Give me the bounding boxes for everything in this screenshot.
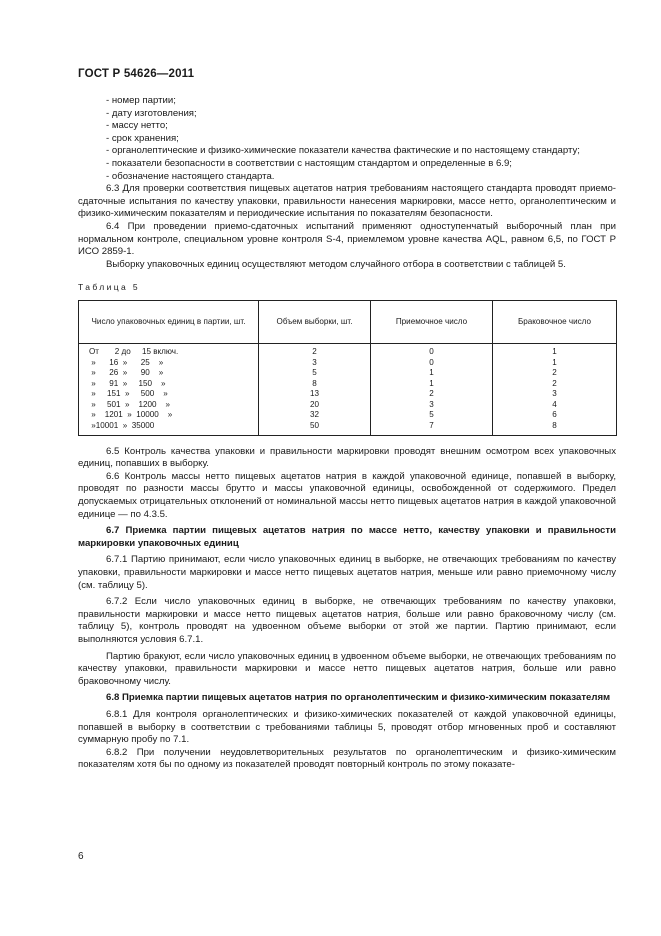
paragraph-6-7-1: 6.7.1 Партию принимают, если число упаковочных единиц в выборке, не отвечающих требованиям по качеству упаковки, правильности маркировки и массе нетто пищевых ацетатов натрия, меньше или равно приемочному числу (см. таблицу 5). (78, 554, 616, 591)
acceptance-number-value: 0 (429, 357, 434, 367)
column-header-sample-size: Объем выборки, шт. (259, 300, 371, 343)
paragraph-6-4: 6.4 При проведении приемо-сдаточных испытаний применяют одноступенчатый выборочный план при нормальном контроле, специальном уровне контроля S-4, приемлемом уровне качества AQL, равном 6,5, по ГОСТ Р ИСО 2859-1. (78, 220, 616, 258)
list-item: - дату изготовления; (106, 107, 197, 119)
acceptance-number-value: 3 (429, 399, 434, 409)
rejection-number-value: 6 (552, 410, 557, 420)
table-caption: Таблица 5 (78, 282, 141, 293)
rejection-number-value: 2 (552, 368, 557, 378)
rejection-number-value: 8 (552, 421, 557, 431)
sample-size-value: 3 (312, 357, 317, 367)
lot-size-value: От 2 до 15 включ. (89, 346, 179, 356)
sample-size-value: 50 (309, 421, 319, 431)
lot-size-value: » 1201 » 10000 » (89, 410, 173, 420)
acceptance-number-value: 2 (429, 389, 434, 399)
section-heading-6-7: 6.7 Приемка партии пищевых ацетатов натрия по массе нетто, качеству упаковки и правильности маркировки упаковочных единиц (78, 525, 616, 549)
sample-size-value: 5 (312, 368, 317, 378)
sample-size-value: 8 (312, 378, 317, 388)
list-item: - срок хранения; (106, 132, 179, 144)
lot-size-value: » 501 » 1200 » (89, 399, 170, 409)
rejection-number-value: 2 (552, 378, 557, 388)
rejection-number-value: 4 (552, 399, 557, 409)
column-header-rejection-number: Браковочное число (493, 300, 617, 343)
paragraph-6-7-2: 6.7.2 Если число упаковочных единиц в выборке, не отвечающих требованиям по качеству упаковки, правильности маркировки и массе нетто пищевых ацетатов натрия, больше или равно браковочному числу (см. таблицу 5), контроль проводят на удвоенном объеме выборки от этой же партии. Партию принимают, если выполняются условия 6.7.1. (78, 596, 616, 645)
page-body (78, 95, 616, 772)
column-header-lot-size: Число упаковочных единиц в партии, шт. (79, 300, 259, 343)
acceptance-number-value: 1 (429, 378, 434, 388)
list-item: - массу нетто; (106, 120, 168, 132)
rejection-number-cell (493, 343, 617, 435)
sample-size-cell (259, 343, 371, 435)
paragraph-sampling: Выборку упаковочных единиц осуществляют методом случайного отбора в соответствии с таблицей 5. (106, 258, 566, 270)
sample-size-value: 20 (309, 399, 319, 409)
lot-size-value: » 26 » 90 » (89, 368, 164, 378)
lot-size-value: » 91 » 150 » (89, 378, 166, 388)
acceptance-number-value: 1 (429, 368, 434, 378)
paragraph-6-8-1: 6.8.1 Для контроля органолептических и физико-химических показателей от каждой упаковочной единицы, попавшей в выборку в соответствии с требованиями таблицы 5, проводят отбор мгновенных проб и составляют суммарную пробу по 7.1. (78, 708, 616, 746)
acceptance-number-value: 0 (429, 346, 434, 356)
sampling-table (78, 300, 617, 436)
acceptance-number-value: 7 (429, 421, 434, 431)
list-item: - номер партии; (106, 95, 176, 106)
sample-size-value: 13 (309, 389, 319, 399)
rejection-number-value: 3 (552, 389, 557, 399)
acceptance-number-cell (371, 343, 493, 435)
paragraph-6-8-2: 6.8.2 При получении неудовлетворительных результатов по органолептическим и физико-химическим показателям хотя бы по одному из показателей проводят повторный контроль по этому показате- (78, 746, 616, 771)
paragraph-6-5: 6.5 Контроль качества упаковки и правильности маркировки проводят внешним осмотром всех упаковочных единиц, попавших в выборку. (78, 445, 616, 470)
rejection-number-value: 1 (552, 346, 557, 356)
sample-size-value: 2 (312, 346, 317, 356)
sample-size-value: 32 (309, 410, 319, 420)
page-number: 6 (78, 851, 84, 862)
list-item: - обозначение настоящего стандарта. (106, 170, 275, 182)
paragraph-6-3: 6.3 Для проверки соответствия пищевых ацетатов натрия требованиям настоящего стандарта проводят приемо-сдаточные испытания по качеству упаковки, правильности нанесения маркировки, массе нетто, органолептическим и физико-химическим показателям и периодические испытания по показателям безопасности. (78, 183, 616, 220)
column-header-acceptance-number: Приемочное число (371, 300, 493, 343)
lot-size-value: » 16 » 25 » (89, 357, 164, 367)
list-item: - органолептические и физико-химические показатели качества фактические и по настоящему стандарту; (106, 145, 580, 157)
lot-size-cell (79, 343, 259, 435)
list-item: - показатели безопасности в соответствии с настоящим стандартом и определенные в 6.9; (106, 157, 512, 169)
document-header: ГОСТ Р 54626—2011 (78, 68, 195, 80)
lot-size-value: » 151 » 500 » (89, 389, 168, 399)
paragraph-6-6: 6.6 Контроль массы нетто пищевых ацетатов натрия в каждой упаковочной единице, попавшей в выборку, проводят по разности массы брутто и массы упаковочной единицы, освобожденной от содержимого. Предел допускаемых отрицательных отклонений от номинальной массы нетто пищевых ацетатов натрия в каждой упаковочной единице — по 4.3.5. (78, 470, 616, 520)
table-row (79, 343, 617, 435)
section-heading-6-8: 6.8 Приемка партии пищевых ацетатов натрия по органолептическим и физико-химическим показателям (106, 692, 611, 704)
paragraph-rejection: Партию бракуют, если число упаковочных единиц в удвоенном объеме выборки, не отвечающих требованиям по качеству упаковки, правильности маркировки и массе нетто пищевых ацетатов натрия, больше или равно браковочному числу. (78, 650, 616, 687)
lot-size-value: »10001 » 35000 (89, 421, 155, 431)
rejection-number-value: 1 (552, 357, 557, 367)
acceptance-number-value: 5 (429, 410, 434, 420)
